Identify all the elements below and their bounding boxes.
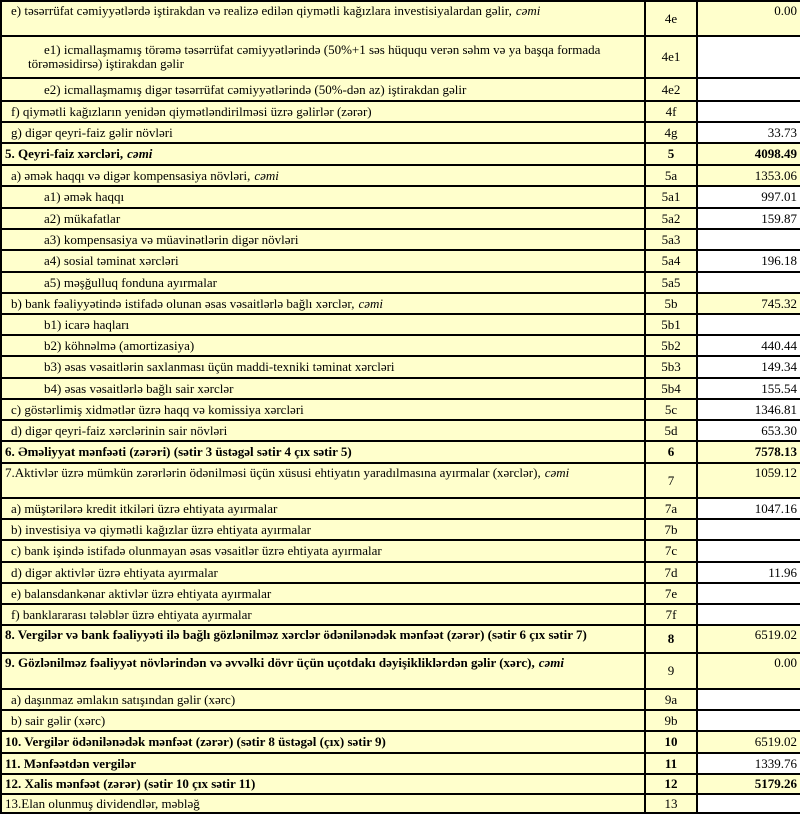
row-code: 4g — [664, 124, 678, 140]
desc-cell-7c[interactable] — [1, 540, 645, 562]
table-row-4f — [1, 101, 800, 122]
row-label: c) göstərlimiş xidmətlər üzrə haqq və komissiya xərcləri — [11, 401, 304, 417]
row-code: 5a4 — [661, 253, 681, 269]
value-cell-4e2[interactable] — [697, 78, 800, 101]
row-label: a) daşınmaz əmlakın satışından gəlir (xərc) — [11, 691, 236, 707]
table-row-4e1 — [1, 36, 800, 78]
desc-cell-7f[interactable] — [1, 604, 645, 625]
row-value: 149.34 — [761, 359, 797, 375]
table-row-5b3 — [1, 356, 800, 378]
code-cell-9[interactable] — [645, 653, 697, 689]
value-cell-5[interactable] — [697, 143, 800, 165]
row-value: 0.00 — [774, 655, 797, 670]
row-label-italic-suffix: cəmi — [358, 295, 384, 311]
desc-cell-5a3[interactable] — [1, 229, 645, 250]
table-row-9a — [1, 689, 800, 710]
table-row-6 — [1, 441, 800, 463]
value-cell-5b[interactable] — [697, 293, 800, 314]
row-label: 5. Qeyri-faiz xərcləri, — [5, 146, 124, 162]
desc-cell-5a2[interactable] — [1, 208, 645, 229]
code-cell-4e2[interactable] — [645, 78, 697, 101]
row-code: 12 — [664, 776, 678, 792]
value-cell-8[interactable] — [697, 625, 800, 653]
desc-cell-9[interactable] — [1, 653, 645, 689]
row-label: a4) sosial təminat xərcləri — [44, 253, 179, 269]
code-cell-7b[interactable] — [645, 519, 697, 540]
value-cell-5d[interactable] — [697, 420, 800, 441]
code-cell-5b2[interactable] — [645, 335, 697, 356]
row-label: 7.Aktivlər üzrə mümkün zərərlərin ödənilməsi üçün xüsusi ehtiyatın yaradılmasına ayırmalar (xərclər), — [5, 465, 541, 480]
row-code: 4e2 — [661, 81, 681, 97]
row-label: b) bank fəaliyyətində istifadə olunan əsas vəsaitlərlə bağlı xərclər, — [11, 295, 355, 311]
row-code: 5b4 — [661, 380, 681, 396]
table-row-10 — [1, 731, 800, 753]
desc-cell-9b[interactable] — [1, 710, 645, 731]
value-cell-7e[interactable] — [697, 583, 800, 604]
table-row-9b — [1, 710, 800, 731]
row-label: b) investisiya və qiymətli kağızlar üzrə ehtiyata ayırmalar — [11, 521, 311, 537]
table-row-7b — [1, 519, 800, 540]
desc-cell-11[interactable] — [1, 753, 645, 774]
row-label: g) digər qeyri-faiz gəlir növləri — [11, 124, 173, 140]
row-code: 10 — [664, 734, 678, 750]
row-code: 7c — [664, 543, 678, 559]
row-code: 5a3 — [661, 231, 681, 247]
table-body — [1, 1, 800, 813]
desc-cell-4g[interactable] — [1, 122, 645, 143]
row-label: b4) əsas vəsaitlərlə bağlı sair xərclər — [44, 380, 234, 396]
desc-cell-5b1[interactable] — [1, 314, 645, 335]
code-cell-5a2[interactable] — [645, 208, 697, 229]
row-label: e) balansdankənar aktivlər üzrə ehtiyata ayırmalar — [11, 585, 272, 601]
desc-cell-10[interactable] — [1, 731, 645, 753]
code-cell-4f[interactable] — [645, 101, 697, 122]
value-cell-9b[interactable] — [697, 710, 800, 731]
value-cell-5a5[interactable] — [697, 272, 800, 293]
code-cell-5d[interactable] — [645, 420, 697, 441]
row-value: 0.00 — [774, 3, 797, 18]
row-code: 7a — [664, 500, 678, 516]
row-code: 5a2 — [661, 210, 681, 226]
row-value: 1346.81 — [754, 401, 797, 417]
row-label: a5) məşğulluq fonduna ayırmalar — [44, 274, 217, 290]
desc-cell-12[interactable] — [1, 774, 645, 794]
row-value: 7578.13 — [754, 444, 797, 460]
desc-cell-8[interactable] — [1, 625, 645, 653]
row-code: 5 — [667, 146, 675, 162]
row-label: 6. Əməliyyat mənfəəti (zərəri) (sətir 3 üstəgəl sətir 4 çıx sətir 5) — [5, 444, 352, 460]
table-row-7a — [1, 498, 800, 519]
value-cell-10[interactable] — [697, 731, 800, 753]
row-value: 33.73 — [767, 124, 797, 140]
row-code: 5a1 — [661, 189, 681, 205]
value-cell-13[interactable] — [697, 794, 800, 813]
value-cell-5a[interactable] — [697, 165, 800, 186]
desc-cell-5b3[interactable] — [1, 356, 645, 378]
desc-cell-7a[interactable] — [1, 498, 645, 519]
value-cell-7c[interactable] — [697, 540, 800, 562]
row-code: 4e1 — [661, 49, 681, 65]
table-row-4e2 — [1, 78, 800, 101]
table-row-13 — [1, 794, 800, 813]
row-code: 7b — [664, 521, 678, 537]
desc-cell-7e[interactable] — [1, 583, 645, 604]
table-row-5c — [1, 399, 800, 420]
value-cell-4e1[interactable] — [697, 36, 800, 78]
row-label-italic-suffix: cəmi — [538, 655, 564, 670]
row-code: 9b — [664, 712, 678, 728]
table-row-8 — [1, 625, 800, 653]
row-value: 1059.12 — [754, 465, 797, 480]
code-cell-7c[interactable] — [645, 540, 697, 562]
code-cell-9b[interactable] — [645, 710, 697, 731]
row-code: 7e — [664, 585, 678, 601]
value-cell-12[interactable] — [697, 774, 800, 794]
row-label: 13.Elan olunmuş dividendlər, məbləğ — [5, 795, 200, 811]
row-label: b) sair gəlir (xərc) — [11, 712, 106, 728]
value-cell-5b1[interactable] — [697, 314, 800, 335]
row-label: e2) icmallaşmamış digər təsərrüfat cəmiyyətlərində (50%-dən az) iştirakdan gəlir — [44, 81, 467, 97]
code-cell-10[interactable] — [645, 731, 697, 753]
desc-cell-7d[interactable] — [1, 562, 645, 583]
row-value: 997.01 — [761, 189, 797, 205]
value-cell-6[interactable] — [697, 441, 800, 463]
row-code: 5a — [664, 167, 678, 183]
row-label: 8. Vergilər və bank fəaliyyəti ilə bağlı gözlənilməz xərclər ödənilənədək mənfəət (zərər) (sətir 6 çıx sətir 7) — [5, 627, 587, 642]
table-row-9 — [1, 653, 800, 689]
row-label: a3) kompensasiya və müavinətlərin digər növləri — [44, 231, 299, 247]
code-cell-5a5[interactable] — [645, 272, 697, 293]
code-cell-7d[interactable] — [645, 562, 697, 583]
table-row-11 — [1, 753, 800, 774]
value-cell-4f[interactable] — [697, 101, 800, 122]
table-row-5b2 — [1, 335, 800, 356]
row-code: 5c — [664, 401, 678, 417]
code-cell-4e[interactable] — [645, 1, 697, 36]
table-row-5a5 — [1, 272, 800, 293]
table-row-5a — [1, 165, 800, 186]
row-value: 196.18 — [761, 253, 797, 269]
row-label: f) qiymətli kağızların yenidən qiymətləndirilməsi üzrə gəlirlər (zərər) — [11, 103, 372, 119]
row-code: 4f — [665, 103, 677, 119]
code-cell-5b[interactable] — [645, 293, 697, 314]
code-cell-5[interactable] — [645, 143, 697, 165]
table-row-5b1 — [1, 314, 800, 335]
row-label: e) təsərrüfat cəmiyyətlərdə iştirakdan və realizə edilən qiymətli kağızlara investisiyalardan gəlir, — [11, 3, 512, 18]
desc-cell-7b[interactable] — [1, 519, 645, 540]
value-cell-5b3[interactable] — [697, 356, 800, 378]
desc-cell-5b2[interactable] — [1, 335, 645, 356]
code-cell-5a1[interactable] — [645, 186, 697, 208]
row-label: e1) icmallaşmamış törəmə təsərrüfat cəmiyyətlərində (50%+1 səs hüququ verən səhm və ya başqa formada törəməsidirsə) iştirakdan gəlir — [28, 42, 601, 71]
desc-cell-5b4[interactable] — [1, 378, 645, 399]
row-label: a2) mükafatlar — [44, 210, 121, 226]
value-cell-5b4[interactable] — [697, 378, 800, 399]
table-row-7e — [1, 583, 800, 604]
table-row-5b4 — [1, 378, 800, 399]
row-code: 9 — [667, 663, 675, 679]
desc-cell-5a1[interactable] — [1, 186, 645, 208]
value-cell-5a1[interactable] — [697, 186, 800, 208]
value-cell-7d[interactable] — [697, 562, 800, 583]
row-code: 9a — [664, 691, 678, 707]
row-label: 11. Mənfəətdən vergilər — [5, 755, 137, 771]
row-value: 440.44 — [761, 337, 797, 353]
code-cell-5a4[interactable] — [645, 250, 697, 272]
table-row-5a1 — [1, 186, 800, 208]
value-cell-7a[interactable] — [697, 498, 800, 519]
row-code: 7f — [665, 606, 677, 622]
desc-cell-6[interactable] — [1, 441, 645, 463]
row-label: a) müştərilərə kredit itkiləri üzrə ehtiyata ayırmalar — [11, 500, 278, 516]
code-cell-7f[interactable] — [645, 604, 697, 625]
row-label: b2) köhnəlmə (amortizasiya) — [44, 337, 195, 353]
row-label: a1) əmək haqqı — [44, 189, 125, 205]
value-cell-9a[interactable] — [697, 689, 800, 710]
row-label: a) əmək haqqı və digər kompensasiya növləri, — [11, 167, 251, 183]
code-cell-6[interactable] — [645, 441, 697, 463]
table-row-7 — [1, 463, 800, 498]
row-value: 159.87 — [761, 210, 797, 226]
code-cell-12[interactable] — [645, 774, 697, 794]
value-cell-5a3[interactable] — [697, 229, 800, 250]
desc-cell-9a[interactable] — [1, 689, 645, 710]
value-cell-5b2[interactable] — [697, 335, 800, 356]
desc-cell-5a4[interactable] — [1, 250, 645, 272]
desc-cell-5[interactable] — [1, 143, 645, 165]
row-label: d) digər qeyri-faiz xərclərinin sair növləri — [11, 422, 228, 438]
desc-cell-4e2[interactable] — [1, 78, 645, 101]
code-cell-4e1[interactable] — [645, 36, 697, 78]
row-code: 6 — [667, 444, 675, 460]
code-cell-4g[interactable] — [645, 122, 697, 143]
value-cell-4e[interactable] — [697, 1, 800, 36]
table-row-5b — [1, 293, 800, 314]
desc-cell-4f[interactable] — [1, 101, 645, 122]
row-value: 653.30 — [761, 422, 797, 438]
value-cell-9[interactable] — [697, 653, 800, 689]
value-cell-11[interactable] — [697, 753, 800, 774]
desc-cell-7[interactable] — [1, 463, 645, 498]
code-cell-5a[interactable] — [645, 165, 697, 186]
row-label: b1) icarə haqları — [44, 316, 130, 332]
code-cell-11[interactable] — [645, 753, 697, 774]
row-label: 10. Vergilər ödənilənədək mənfəət (zərər) (sətir 8 üstəgəl (çıx) sətir 9) — [5, 734, 386, 750]
row-code: 7d — [664, 564, 678, 580]
code-cell-13[interactable] — [645, 794, 697, 813]
row-label: 12. Xalis mənfəət (zərər) (sətir 10 çıx sətir 11) — [5, 776, 256, 792]
row-value: 5179.26 — [754, 776, 797, 792]
row-code: 7 — [667, 472, 675, 488]
code-cell-5b4[interactable] — [645, 378, 697, 399]
row-code: 5a5 — [661, 274, 681, 290]
desc-cell-5a5[interactable] — [1, 272, 645, 293]
value-cell-5a4[interactable] — [697, 250, 800, 272]
desc-cell-5b[interactable] — [1, 293, 645, 314]
table-row-5d — [1, 420, 800, 441]
row-code: 5d — [664, 422, 678, 438]
row-value: 155.54 — [761, 380, 797, 396]
row-label: c) bank işində istifadə olunmayan əsas vəsaitlər üzrə ehtiyata ayırmalar — [11, 543, 382, 559]
row-value: 4098.49 — [754, 146, 797, 162]
value-cell-7[interactable] — [697, 463, 800, 498]
value-cell-5a2[interactable] — [697, 208, 800, 229]
table-row-7c — [1, 540, 800, 562]
value-cell-7f[interactable] — [697, 604, 800, 625]
row-label: 9. Gözlənilməz fəaliyyət növlərindən və əvvəlki dövr üçün uçotdakı dəyişikliklərdən gəlir (xərc), — [5, 655, 535, 670]
value-cell-7b[interactable] — [697, 519, 800, 540]
code-cell-5c[interactable] — [645, 399, 697, 420]
row-code: 11 — [664, 755, 678, 771]
row-code: 8 — [667, 631, 675, 647]
row-label: b3) əsas vəsaitlərin saxlanması üçün maddi-texniki təminat xərcləri — [44, 359, 395, 375]
row-label: f) banklararası tələblər üzrə ehtiyata ayırmalar — [11, 606, 252, 622]
row-label-italic-suffix: cəmi — [127, 146, 153, 162]
code-cell-7e[interactable] — [645, 583, 697, 604]
row-label-italic-suffix: cəmi — [515, 3, 541, 18]
table-row-5a2 — [1, 208, 800, 229]
code-cell-5b1[interactable] — [645, 314, 697, 335]
desc-cell-4e[interactable] — [1, 1, 645, 36]
row-label-italic-suffix: cəmi — [544, 465, 570, 480]
table-row-5a4 — [1, 250, 800, 272]
row-value: 6519.02 — [754, 627, 797, 642]
value-cell-4g[interactable] — [697, 122, 800, 143]
desc-cell-5a[interactable] — [1, 165, 645, 186]
desc-cell-4e1[interactable] — [1, 36, 645, 78]
row-code: 5b1 — [661, 316, 681, 332]
table-row-4e — [1, 1, 800, 36]
row-label: d) digər aktivlər üzrə ehtiyata ayırmalar — [11, 564, 218, 580]
table-row-7f — [1, 604, 800, 625]
row-code: 5b2 — [661, 337, 681, 353]
row-code: 5b3 — [661, 359, 681, 375]
row-value: 1047.16 — [754, 500, 797, 516]
code-cell-7[interactable] — [645, 463, 697, 498]
row-code: 5b — [664, 295, 678, 311]
desc-cell-13[interactable] — [1, 794, 645, 813]
table-row-12 — [1, 774, 800, 794]
row-value: 11.96 — [768, 564, 797, 580]
value-cell-5c[interactable] — [697, 399, 800, 420]
code-cell-7a[interactable] — [645, 498, 697, 519]
row-value: 6519.02 — [754, 734, 797, 750]
code-cell-5a3[interactable] — [645, 229, 697, 250]
row-value: 745.32 — [761, 295, 797, 311]
code-cell-8[interactable] — [645, 625, 697, 653]
code-cell-9a[interactable] — [645, 689, 697, 710]
table-row-5a3 — [1, 229, 800, 250]
row-value: 1353.06 — [754, 167, 797, 183]
row-code: 13 — [664, 795, 678, 811]
row-label-italic-suffix: cəmi — [254, 167, 279, 183]
table-row-5 — [1, 143, 800, 165]
code-cell-5b3[interactable] — [645, 356, 697, 378]
table-row-7d — [1, 562, 800, 583]
row-code: 4e — [664, 10, 678, 26]
desc-cell-5d[interactable] — [1, 420, 645, 441]
row-value: 1339.76 — [754, 755, 797, 771]
table-row-4g — [1, 122, 800, 143]
desc-cell-5c[interactable] — [1, 399, 645, 420]
